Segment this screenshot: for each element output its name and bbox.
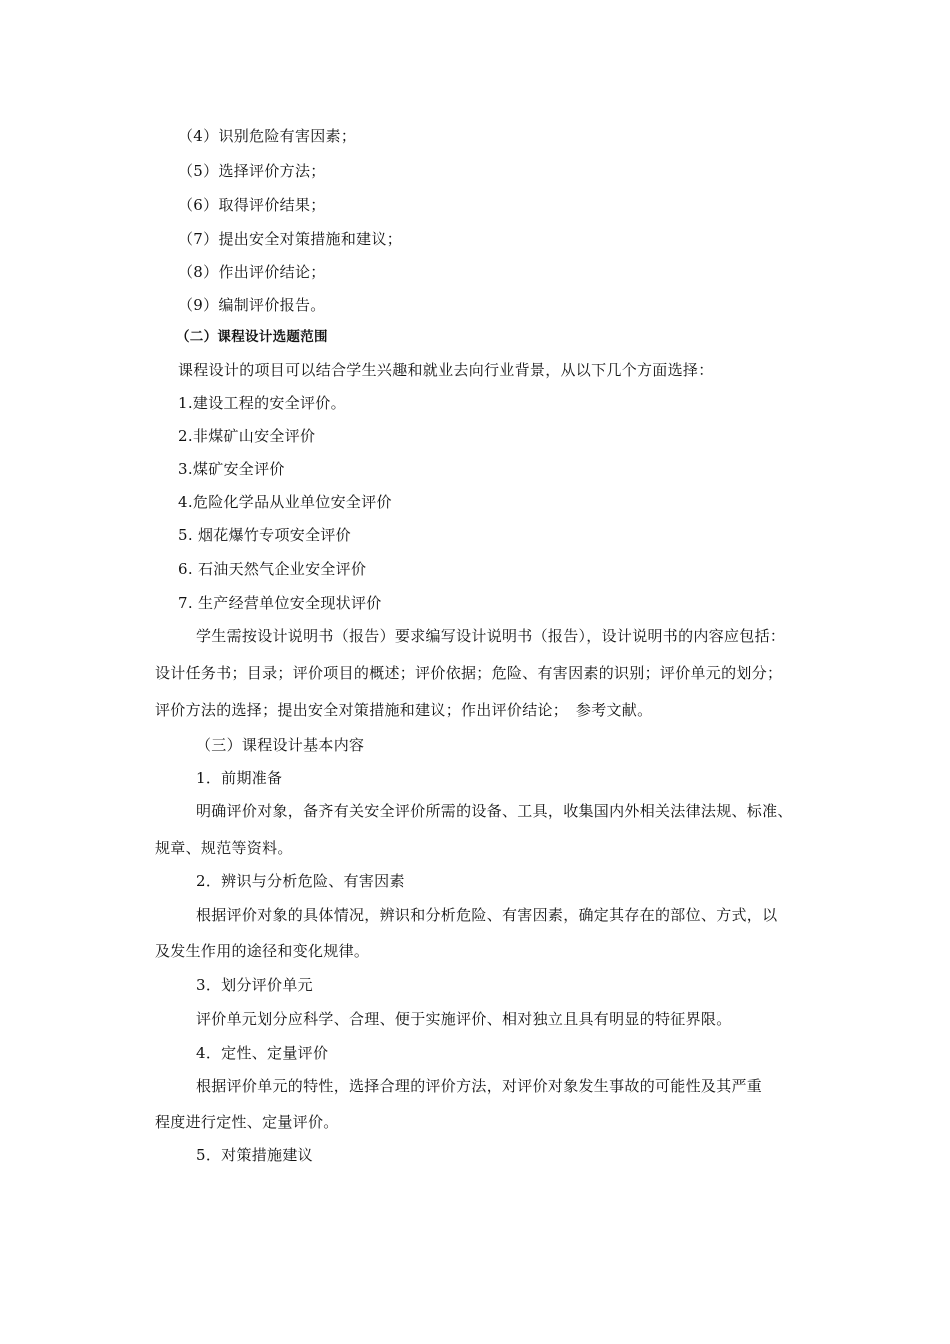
step-9: （9）编制评价报告。 (178, 296, 326, 314)
topic-item: 3.煤矿安全评价 (178, 460, 285, 478)
topic-item: 6. 石油天然气企业安全评价 (178, 560, 367, 578)
topic-item: 2.非煤矿山安全评价 (178, 427, 316, 445)
section-heading-3: （三）课程设计基本内容 (196, 736, 365, 754)
content-item-body: 程度进行定性、定量评价。 (155, 1113, 339, 1131)
topic-item: 4.危险化学品从业单位安全评价 (178, 493, 392, 511)
topic-item: 5. 烟花爆竹专项安全评价 (178, 526, 351, 544)
content-item-title: 4．定性、定量评价 (196, 1044, 329, 1062)
content-item-title: 1．前期准备 (196, 769, 283, 787)
content-item-body: 根据评价单元的特性，选择合理的评价方法，对评价对象发生事故的可能性及其严重 (196, 1077, 763, 1095)
topic-item: 7. 生产经营单位安全现状评价 (178, 594, 382, 612)
step-8: （8）作出评价结论； (178, 263, 326, 281)
report-paragraph-line: 设计任务书；目录；评价项目的概述；评价依据；危险、有害因素的识别；评价单元的划分； (155, 664, 783, 682)
step-5: （5）选择评价方法； (178, 162, 326, 180)
step-6: （6）取得评价结果； (178, 196, 326, 214)
report-paragraph-line: 评价方法的选择；提出安全对策措施和建议；作出评价结论； 参考文献。 (155, 701, 653, 719)
step-4: （4）识别危险有害因素； (178, 127, 357, 145)
report-paragraph-line: 学生需按设计说明书（报告）要求编写设计说明书（报告），设计说明书的内容应包括： (196, 627, 786, 645)
content-item-body: 规章、规范等资料。 (155, 839, 293, 857)
content-item-title: 3．划分评价单元 (196, 976, 313, 994)
content-item-title: 5．对策措施建议 (196, 1146, 313, 1164)
content-item-body: 根据评价对象的具体情况，辨识和分析危险、有害因素，确定其存在的部位、方式，以 (196, 906, 778, 924)
section-heading-2: （二）课程设计选题范围 (176, 329, 328, 345)
content-item-body: 明确评价对象，备齐有关安全评价所需的设备、工具，收集国内外相关法律法规、标准、 (196, 802, 793, 820)
topic-item: 1.建设工程的安全评价。 (178, 394, 346, 412)
content-item-body: 评价单元划分应科学、合理、便于实施评价、相对独立且具有明显的特征界限。 (196, 1010, 732, 1028)
content-item-title: 2．辨识与分析危险、有害因素 (196, 872, 405, 890)
content-item-body: 及发生作用的途径和变化规律。 (155, 942, 370, 960)
section2-intro: 课程设计的项目可以结合学生兴趣和就业去向行业背景，从以下几个方面选择： (178, 361, 714, 379)
step-7: （7）提出安全对策措施和建议； (178, 230, 403, 248)
